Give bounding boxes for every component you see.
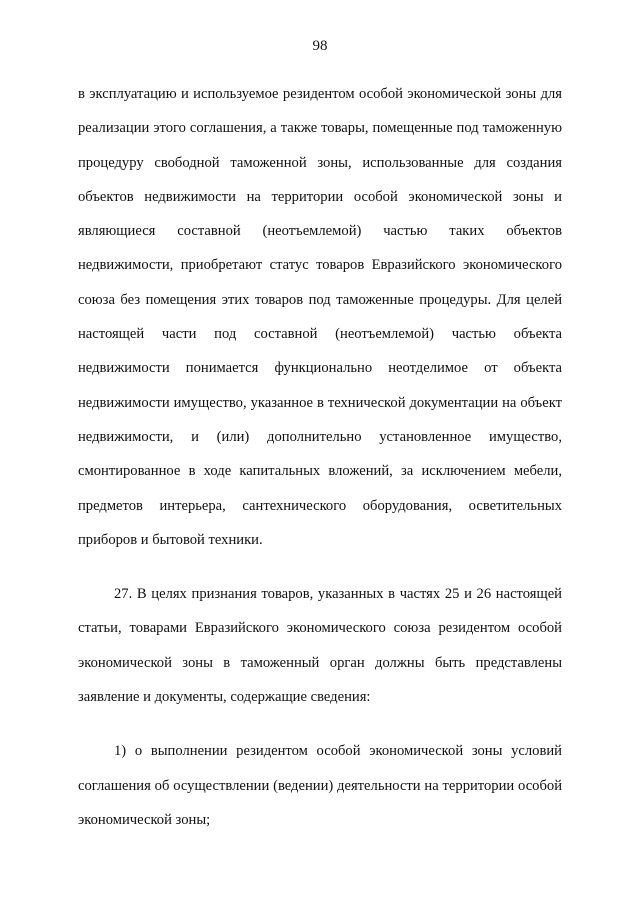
paragraph-continuation: в эксплуатацию и используемое резидентом особой экономической зоны для реализации этого соглашения, а также товары, помещенные под таможенную процедуру свободной таможенной зоны, использованные для создания объектов недвижимости на территории особой экономической зоны и являющиеся составной (неотъемлемой) частью таких объектов недвижимости, приобретают статус товаров Евразийского экономического союза без помещения этих товаров под таможенные процедуры. Для целей настоящей части под составной (неотъемлемой) частью объекта недвижимости понимается функционально неотделимое от объекта недвижимости имущество, указанное в технической документации на объект недвижимости, и (или) дополнительно установленное имущество, смонтированное в ходе капитальных вложений, за исключением мебели, предметов интерьера, сантехнического оборудования, осветительных приборов и бытовой техники. — [78, 86, 562, 548]
paragraph-27-item-1: 1) о выполнении резидентом особой экономической зоны условий соглашения об осуществлении (ведении) деятельности на территории особой экономической зоны; — [78, 743, 562, 828]
page-number: 98 — [312, 38, 328, 54]
document-body — [78, 77, 562, 837]
paragraph-27: 27. В целях признания товаров, указанных в частях 25 и 26 настоящей статьи, товарами Евразийского экономического союза резидентом особой экономической зоны в таможенный орган должны быть представлены заявление и документы, содержащие сведения: — [78, 586, 562, 706]
